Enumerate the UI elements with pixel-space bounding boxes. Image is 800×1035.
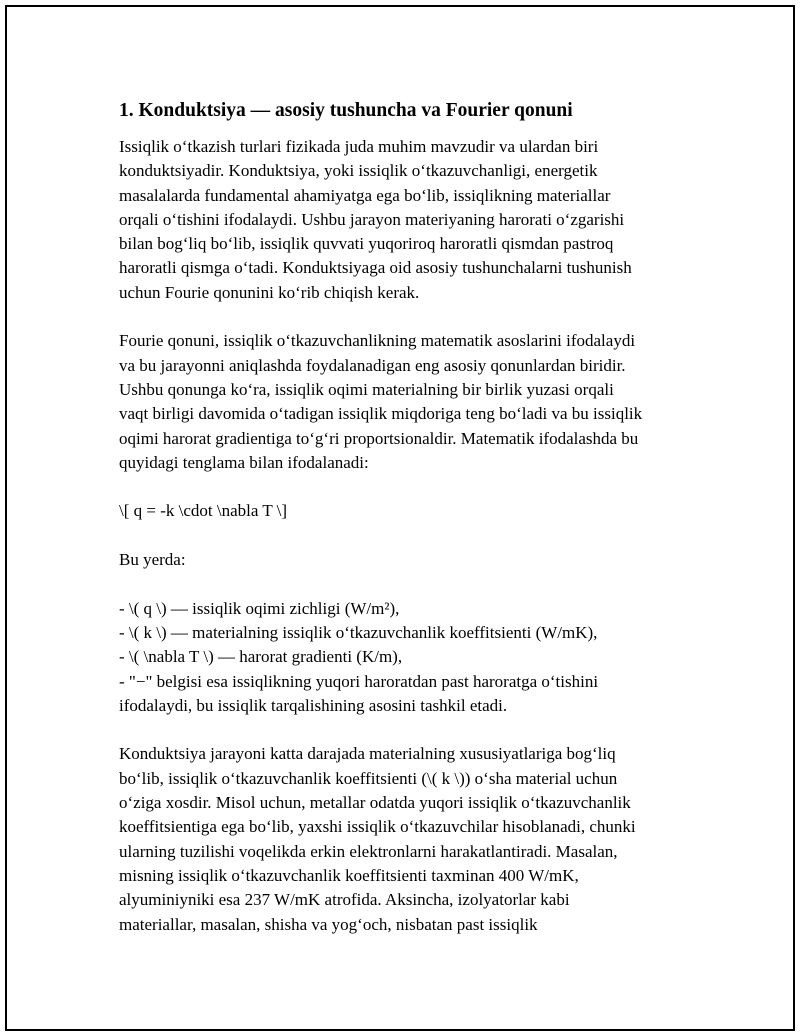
paragraph-gap [119,572,699,596]
paragraph-3 [119,742,699,936]
text-line: va bu jarayonni aniqlashda foydalanadigan eng asosiy qonunlardan biridir. [119,355,626,375]
text-line: konduktsiyadir. Konduktsiya, yoki issiqlik o‘tkazuvchanligi, energetik [119,161,598,181]
paragraph-gap [119,475,699,499]
text-line: orqali o‘tishini ifodalaydi. Ushbu jarayon materiyaning harorati o‘zgarishi [119,209,625,229]
text-line: Konduktsiya jarayoni katta darajada materialning xususiyatlariga bog‘liq [119,744,616,764]
definition-item: - "−" belgisi esa issiqlikning yuqori haroratdan past haroratga o‘tishini [119,671,599,691]
text-line: o‘ziga xosdir. Misol uchun, metallar odatda yuqori issiqlik o‘tkazuvchanlik [119,793,631,813]
text-line: Issiqlik o‘tkazish turlari fizikada juda muhim mavzudir va ulardan biri [119,137,599,156]
text-line: bo‘lib, issiqlik o‘tkazuvchanlik koeffitsienti (\( k \)) o‘sha material uchun [119,768,618,788]
where-label: Bu yerda: [119,550,186,570]
paragraph-2 [119,329,699,475]
section-heading: 1. Konduktsiya — asosiy tushuncha va Fourier qonuni [119,100,573,121]
paragraph-gap [119,524,699,548]
text-line: vaqt birligi davomida o‘tadigan issiqlik miqdoriga teng bo‘ladi va bu issiqlik [119,404,643,424]
definition-item: ifodalaydi, bu issiqlik tarqalishining asosini tashkil etadi. [119,695,508,715]
text-line: Fourie qonuni, issiqlik o‘tkazuvchanlikning matematik asoslarini ifodalaydi [119,331,636,351]
definition-item: - \( \nabla T \) — harorat gradienti (K/m), [119,647,403,667]
text-line: uchun Fourie qonunini ko‘rib chiqish kerak. [119,282,420,302]
text-line: misning issiqlik o‘tkazuvchanlik koeffitsienti taxminan 400 W/mK, [119,865,579,885]
text-line: Ushbu qonunga ko‘ra, issiqlik oqimi materialning bir birlik yuzasi orqali [119,379,614,399]
text-line: haroratli qismga o‘tadi. Konduktsiyaga oid asosiy tushunchalarni tushunish [119,258,632,278]
document-content [119,97,699,937]
paragraph-gap [119,718,699,742]
text-line: oqimi harorat gradientiga to‘g‘ri proportsionaldir. Matematik ifodalashda bu [119,428,639,448]
text-line: alyuminiyniki esa 237 W/mK atrofida. Aksincha, izolyatorlar kabi [119,890,570,910]
where-paragraph [119,548,699,572]
definition-item: - \( q \) — issiqlik oqimi zichligi (W/m²), [119,598,400,618]
paragraph-gap [119,305,699,329]
document-page [5,5,795,1031]
text-line: bilan bog‘liq bo‘lib, issiqlik quvvati yuqoriroq haroratli qismdan pastroq [119,234,614,254]
text-line: ularning tuzilishi voqelikda erkin elektronlarni harakatlantiradi. Masalan, [119,841,618,861]
definition-item: - \( k \) — materialning issiqlik o‘tkazuvchanlik koeffitsienti (W/mK), [119,622,598,642]
paragraph-1 [119,135,699,305]
text-line: masalalarda fundamental ahamiyatga ega bo‘lib, issiqlikning materiallar [119,185,611,205]
text-line: koeffitsientiga ega bo‘lib, yaxshi issiqlik o‘tkazuvchilar hisoblanadi, chunki [119,817,636,837]
text-line: materiallar, masalan, shisha va yog‘och, nisbatan past issiqlik [119,914,538,934]
text-line: quyidagi tenglama bilan ifodalanadi: [119,452,369,472]
equation-text: \[ q = -k \cdot \nabla T \] [119,501,288,521]
definitions-list [119,597,699,718]
equation-paragraph [119,499,699,523]
